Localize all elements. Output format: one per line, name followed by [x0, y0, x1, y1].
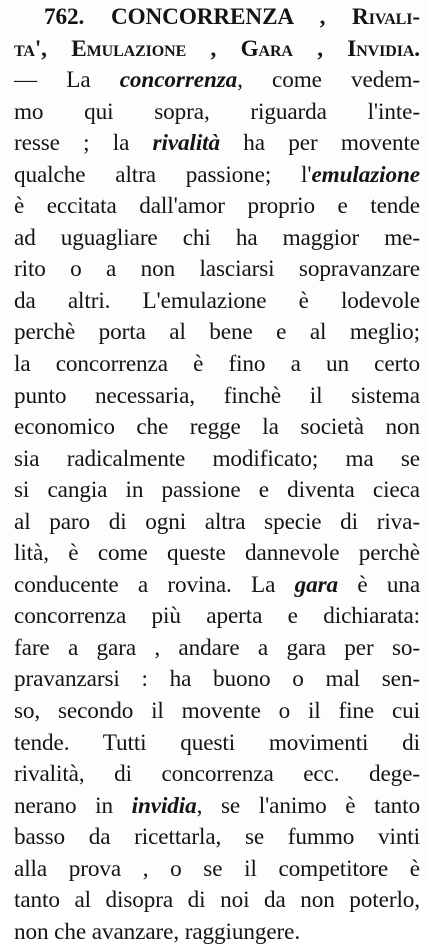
text-run: ha per movente: [220, 130, 420, 157]
text-run: conducente a rovina. La: [14, 571, 295, 598]
text-run: lità, è come queste dannevole perchè: [14, 540, 420, 567]
text-line: [14, 160, 420, 192]
dictionary-entry-762: [14, 2, 420, 948]
text-run: rivalità, di concorrenza ecc. dege-: [14, 761, 420, 788]
text-run: punto necessaria, finchè il sistema: [14, 382, 420, 409]
italic-term: gara: [294, 571, 339, 598]
text-line: [14, 696, 420, 728]
text-run: sia radicalmente modificato; ma se: [14, 445, 420, 472]
text-line: [14, 286, 420, 318]
text-line: [14, 854, 420, 886]
italic-term: concorrenza: [119, 67, 238, 94]
text-line: [14, 317, 420, 349]
text-run: si cangia in passione e diventa cieca: [14, 477, 420, 504]
text-line: [14, 97, 420, 129]
text-line: [14, 191, 420, 223]
entry-headword: 762.: [44, 4, 111, 30]
text-line: [14, 128, 420, 160]
text-run: economico che regge la società non: [14, 414, 420, 441]
text-run: tanto al disopra di noi da non poterlo,: [14, 887, 420, 914]
text-run: basso da ricettarla, se fummo vinti: [14, 824, 420, 851]
text-run: da altri. L'emulazione è lodevole: [14, 287, 420, 314]
text-line: [14, 34, 420, 66]
text-line: [14, 444, 420, 476]
text-run: la concorrenza è fino a un certo: [14, 351, 420, 378]
entry-headword: ,: [292, 4, 353, 30]
italic-term: emulazione: [311, 161, 420, 188]
text-line: [14, 664, 420, 696]
text-run: — La: [14, 67, 120, 94]
text-run: tende. Tutti questi movimenti di: [14, 729, 420, 756]
text-run: non che avanzare, raggiungere.: [14, 918, 301, 945]
text-line: [14, 633, 420, 665]
text-line: [14, 475, 420, 507]
text-run: rito o a non lasciarsi sopravanzare: [14, 256, 420, 283]
text-run: al paro di ogni altra specie di riva-: [14, 508, 420, 535]
text-run: nerano in: [14, 792, 132, 819]
text-run: mo qui sopra, riguarda l'inte-: [14, 98, 420, 125]
text-line: [14, 570, 420, 602]
text-run: resse ; la: [14, 130, 153, 157]
synonym-list: ta', Emulazione , Gara , Invidia.: [14, 35, 420, 62]
text-line: [14, 791, 420, 823]
text-run: pravanzarsi : ha buono o mal sen-: [14, 666, 420, 693]
text-run: è una: [338, 571, 420, 598]
text-run: fare a gara , andare a gara per so-: [14, 634, 420, 661]
text-line: [14, 412, 420, 444]
text-line: [14, 885, 420, 917]
text-line: [14, 728, 420, 760]
text-line: [14, 507, 420, 539]
text-line: [14, 254, 420, 286]
text-line: [14, 917, 420, 948]
entry-headword: CONCORRENZA: [110, 4, 293, 30]
text-run: qualche altra passione; l': [14, 161, 312, 188]
text-run: perchè porta al bene e al meglio;: [14, 319, 420, 346]
text-run: è eccitata dall'amor proprio e tende: [14, 193, 420, 220]
text-run: so, secondo il movente o il fine cui: [14, 698, 420, 725]
text-line: [14, 349, 420, 381]
italic-term: invidia: [131, 792, 197, 819]
text-line: [14, 223, 420, 255]
text-line: [14, 381, 420, 413]
text-run: alla prova , o se il competitore è: [14, 855, 420, 882]
synonym-list: Rivali-: [352, 4, 420, 30]
text-line: [14, 538, 420, 570]
text-line: [14, 759, 420, 791]
text-run: ad uguagliare chi ha maggior me-: [14, 224, 420, 251]
text-line: [14, 822, 420, 854]
text-line: [14, 601, 420, 633]
text-run: , come vedem-: [237, 67, 420, 94]
text-line: [14, 65, 420, 97]
text-run: concorrenza più aperta e dichiarata:: [14, 603, 420, 630]
text-line: [14, 2, 420, 34]
italic-term: rivalità: [152, 130, 221, 157]
text-run: , se l'animo è tanto: [196, 792, 420, 819]
